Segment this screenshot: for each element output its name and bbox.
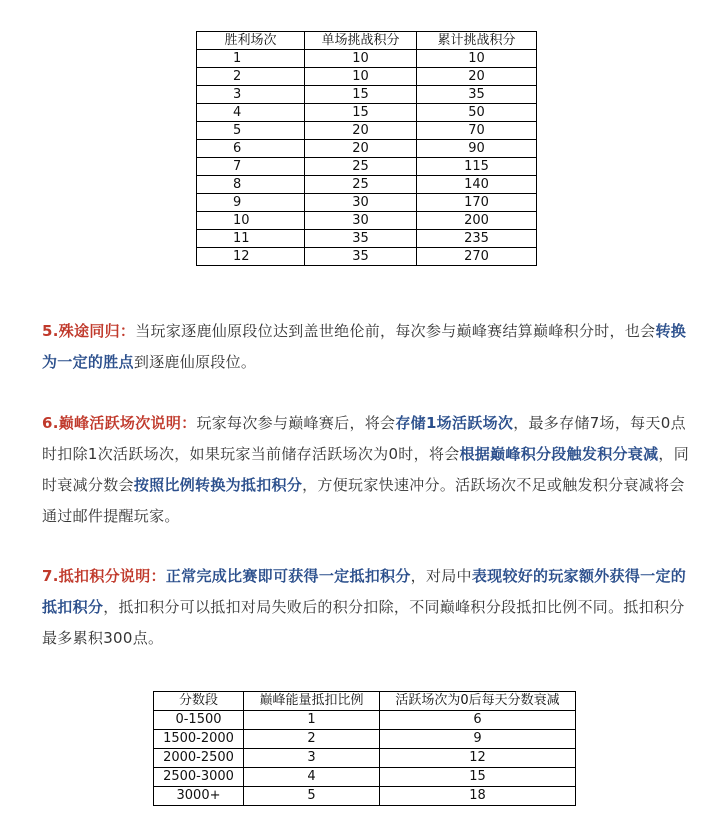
table-row: [197, 158, 537, 176]
section-6-text: ，方便玩家快速冲分。活跃场次不足或触发积分衰减将会通过邮件提醒玩家。: [42, 476, 685, 525]
column-header: 累计挑战积分: [417, 32, 537, 50]
table-cell: 2000-2500: [154, 749, 244, 768]
table-cell: 1500-2000: [154, 730, 244, 749]
table-row: [197, 176, 537, 194]
table-cell: 11: [197, 230, 305, 248]
section-5-text: 到逐鹿仙原段位。: [133, 353, 257, 371]
table-cell: 235: [417, 230, 537, 248]
table-cell: 4: [244, 768, 380, 787]
table-cell: 5: [197, 122, 305, 140]
table-cell: 30: [305, 212, 417, 230]
table-cell: 10: [305, 50, 417, 68]
table-row: [154, 787, 576, 806]
table-cell: 50: [417, 104, 537, 122]
table-row: [197, 230, 537, 248]
table-header-row: [197, 32, 537, 50]
table-cell: 12: [380, 749, 576, 768]
table-cell: 1: [244, 711, 380, 730]
table-cell: 15: [305, 104, 417, 122]
table-cell: 5: [244, 787, 380, 806]
table-row: [197, 86, 537, 104]
table-cell: 270: [417, 248, 537, 266]
table-cell: 20: [417, 68, 537, 86]
table-row: [197, 212, 537, 230]
section-6-text: ，最多存储7场，每天0点时扣除1次活跃场次，如果玩家当前储存活跃场次为0时，将会: [42, 414, 686, 463]
table-cell: 10: [417, 50, 537, 68]
section-7-text: ，对局中: [410, 567, 472, 585]
section-6-text: ，同时衰减分数会: [42, 445, 690, 494]
section-6-heading: 6.巅峰活跃场次说明：: [42, 414, 197, 432]
section-7-paragraph: [42, 561, 698, 654]
section-6-paragraph: [42, 408, 698, 532]
section-5-highlight: 转换为一定的胜点: [42, 322, 687, 371]
table-cell: 35: [305, 230, 417, 248]
table-cell: 200: [417, 212, 537, 230]
table-cell: 9: [197, 194, 305, 212]
table-cell: 4: [197, 104, 305, 122]
section-7-heading: 7.抵扣积分说明：: [42, 567, 166, 585]
section-6-highlight: 按照比例转换为抵扣积分: [133, 476, 303, 494]
table-cell: 2: [197, 68, 305, 86]
section-6-highlight: 存储1场活跃场次: [395, 414, 514, 432]
table-cell: 3000+: [154, 787, 244, 806]
table-row: [197, 68, 537, 86]
win-score-table: [196, 31, 537, 266]
section-7-highlight: 表现较好的玩家额外获得一定的抵扣积分: [42, 567, 687, 616]
table-cell: 20: [305, 140, 417, 158]
section-6-text: 玩家每次参与巅峰赛后，将会: [196, 414, 396, 432]
table-row: [197, 248, 537, 266]
table-cell: 3: [244, 749, 380, 768]
table-row: [154, 730, 576, 749]
section-6-highlight: 根据巅峰积分段触发积分衰减: [459, 445, 659, 463]
table-cell: 115: [417, 158, 537, 176]
table-row: [197, 140, 537, 158]
table-cell: 35: [305, 248, 417, 266]
table-cell: 0-1500: [154, 711, 244, 730]
table-row: [197, 122, 537, 140]
table-cell: 7: [197, 158, 305, 176]
column-header: 活跃场次为0后每天分数衰减: [380, 692, 576, 711]
table-cell: 35: [417, 86, 537, 104]
table-cell: 20: [305, 122, 417, 140]
table-cell: 170: [417, 194, 537, 212]
table-cell: 10: [197, 212, 305, 230]
column-header: 单场挑战积分: [305, 32, 417, 50]
table-row: [197, 194, 537, 212]
section-5-text: 当玩家逐鹿仙原段位达到盖世绝伦前，每次参与巅峰赛结算巅峰积分时，也会: [135, 322, 656, 340]
table-cell: 3: [197, 86, 305, 104]
table-cell: 6: [380, 711, 576, 730]
score-tier-table: [153, 691, 576, 806]
section-5-heading: 5.殊途同归：: [42, 322, 136, 340]
table-cell: 25: [305, 176, 417, 194]
column-header: 胜利场次: [197, 32, 305, 50]
section-7-highlight: 正常完成比赛即可获得一定抵扣积分: [165, 567, 411, 585]
table-row: [197, 50, 537, 68]
table-cell: 18: [380, 787, 576, 806]
table-cell: 15: [305, 86, 417, 104]
table-cell: 25: [305, 158, 417, 176]
table-cell: 8: [197, 176, 305, 194]
table-cell: 6: [197, 140, 305, 158]
table-cell: 10: [305, 68, 417, 86]
table-cell: 30: [305, 194, 417, 212]
table-row: [197, 104, 537, 122]
table-cell: 70: [417, 122, 537, 140]
table-row: [154, 749, 576, 768]
table-cell: 2500-3000: [154, 768, 244, 787]
column-header: 分数段: [154, 692, 244, 711]
table-cell: 2: [244, 730, 380, 749]
section-5-paragraph: [42, 316, 698, 378]
table-row: [154, 768, 576, 787]
table-cell: 1: [197, 50, 305, 68]
table-cell: 140: [417, 176, 537, 194]
section-7-text: ，抵扣积分可以抵扣对局失败后的积分扣除，不同巅峰积分段抵扣比例不同。抵扣积分最多累积300点。: [42, 598, 685, 647]
table-header-row: [154, 692, 576, 711]
table-cell: 90: [417, 140, 537, 158]
table-cell: 9: [380, 730, 576, 749]
table-row: [154, 711, 576, 730]
table-cell: 12: [197, 248, 305, 266]
column-header: 巅峰能量抵扣比例: [244, 692, 380, 711]
table-cell: 15: [380, 768, 576, 787]
